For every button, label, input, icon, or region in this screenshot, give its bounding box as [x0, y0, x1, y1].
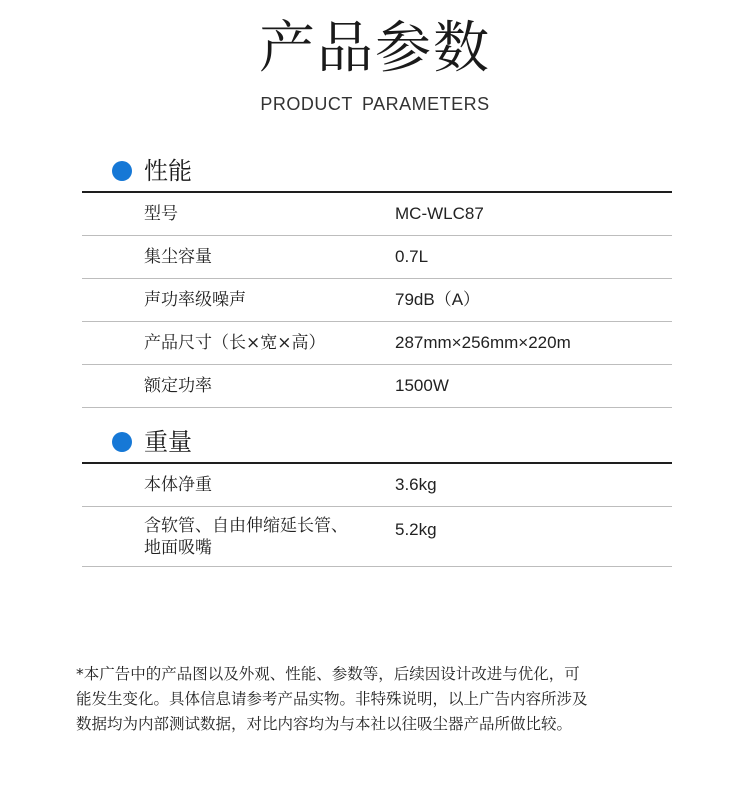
row-label: 声功率级噪声: [144, 290, 246, 310]
disclaimer-footnote: [76, 662, 686, 737]
table-row-model: [82, 193, 672, 236]
row-label: [144, 515, 384, 559]
table-row-net-weight: [82, 464, 672, 507]
bullet-dot-icon: [112, 432, 132, 452]
table-row-dimensions: [82, 322, 672, 365]
page-subtitle: PRODUCT PARAMETERS: [260, 94, 490, 114]
performance-section: [82, 155, 672, 408]
row-label: 产品尺寸（长×宽×高）: [144, 333, 326, 353]
row-label: 型号: [144, 204, 178, 224]
row-value: 79dB（A）: [395, 290, 481, 309]
row-label: 额定功率: [144, 376, 212, 396]
footnote-line: 数据均为内部测试数据，对比内容均为与本社以往吸尘器产品所做比较。: [76, 715, 573, 733]
row-value: 5.2kg: [395, 520, 437, 539]
row-label-line: 地面吸嘴: [144, 538, 212, 558]
table-row-gross-weight: [82, 507, 672, 567]
section-title-performance: 性能: [144, 157, 192, 185]
row-label-line: 含软管、自由伸缩延长管、: [144, 516, 348, 536]
footnote-line: 能发生变化。具体信息请参考产品实物。非特殊说明，以上广告内容所涉及: [76, 690, 588, 708]
table-row-noise: [82, 279, 672, 322]
bullet-dot-icon: [112, 161, 132, 181]
footnote-line: *本广告中的产品图以及外观、性能、参数等，后续因设计改进与优化，可: [76, 665, 580, 683]
table-row-rated-power: [82, 365, 672, 408]
section-title-weight: 重量: [144, 428, 192, 456]
row-value: 287mm×256mm×220m: [395, 333, 571, 352]
section-header: [82, 426, 672, 464]
row-label: 集尘容量: [144, 247, 212, 267]
row-value: 0.7L: [395, 247, 429, 266]
row-value: MC-WLC87: [395, 204, 484, 223]
section-header: [82, 155, 672, 193]
table-row-dust-capacity: [82, 236, 672, 279]
row-value: 3.6kg: [395, 475, 437, 494]
weight-section: [82, 426, 672, 567]
row-label: 本体净重: [144, 475, 212, 495]
row-value: 1500W: [395, 376, 449, 395]
page-title: 产品参数: [259, 16, 491, 81]
